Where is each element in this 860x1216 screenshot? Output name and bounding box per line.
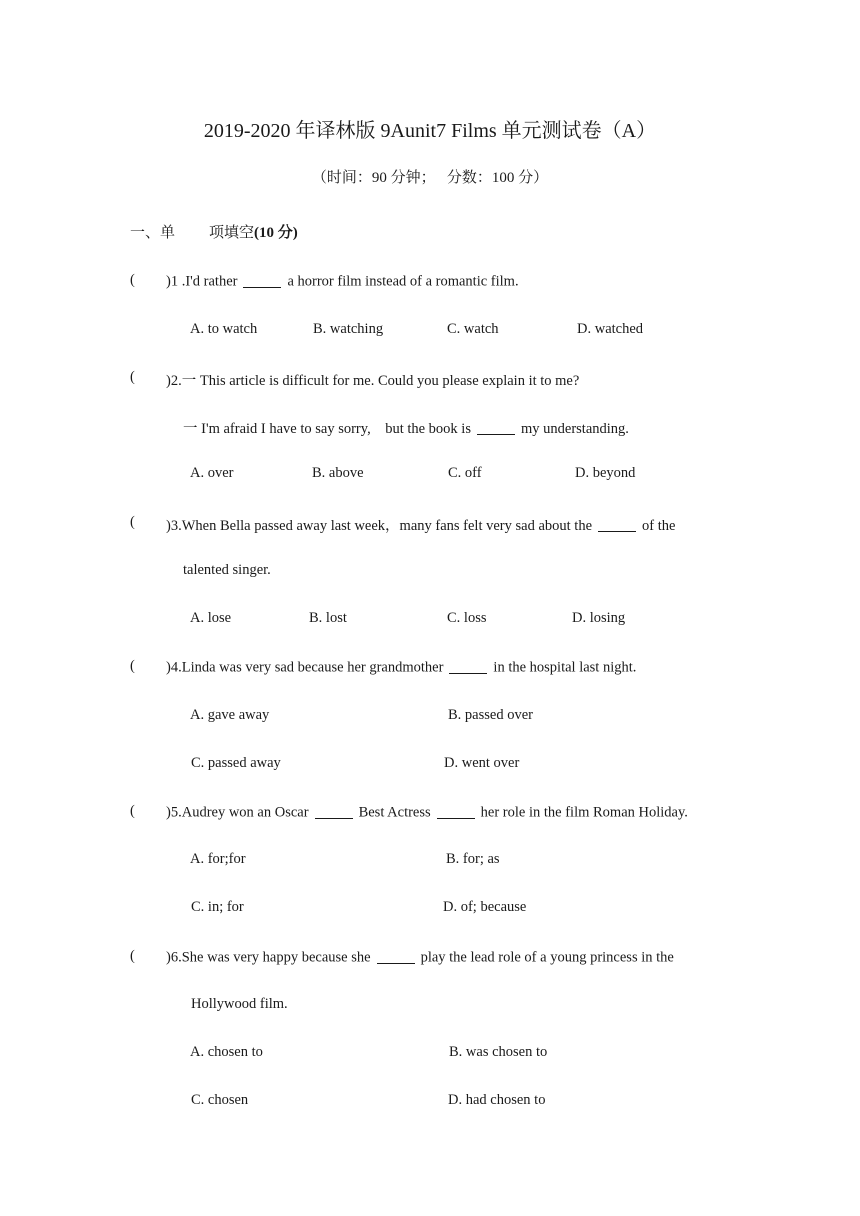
page-title: 2019-2020 年译林版 9Aunit7 Films 单元测试卷（A） bbox=[203, 120, 657, 142]
question-text: 一 I'm afraid I have to say sorry, but the book is bbox=[183, 421, 471, 437]
answer-blank bbox=[449, 658, 487, 674]
option-a: A. for;for bbox=[190, 851, 246, 867]
question-text: her role in the film Roman Holiday. bbox=[480, 804, 688, 821]
option-c: C. in; for bbox=[191, 899, 244, 915]
question-3 bbox=[166, 514, 675, 535]
answer-paren: ( bbox=[130, 658, 135, 674]
option-d: D. losing bbox=[572, 610, 626, 626]
exam-info: （时间：90 分钟； 分数：100 分） bbox=[311, 170, 549, 186]
question-text: Best Actress bbox=[358, 804, 431, 821]
answer-blank bbox=[437, 803, 475, 819]
question-number: )4. bbox=[166, 659, 182, 676]
question-text: Audrey won an Oscar bbox=[181, 804, 309, 821]
question-text: my understanding. bbox=[520, 421, 629, 437]
section-score: (10 分) bbox=[254, 225, 298, 241]
answer-paren: ( bbox=[130, 369, 135, 385]
answer-blank bbox=[598, 517, 636, 533]
option-c: C. watch bbox=[447, 321, 499, 337]
question-2-reply bbox=[183, 417, 629, 438]
answer-blank bbox=[377, 948, 415, 964]
option-d: D. beyond bbox=[575, 465, 636, 481]
option-c: C. loss bbox=[447, 610, 487, 626]
question-text: 一 This article is difficult for me. Could you please explain it to me? bbox=[181, 373, 580, 389]
question-text: in the hospital last night. bbox=[493, 659, 637, 676]
option-d: D. watched bbox=[577, 321, 644, 337]
option-b: B. for; as bbox=[446, 851, 500, 867]
option-c: C. chosen bbox=[191, 1092, 249, 1108]
option-b: B. watching bbox=[313, 321, 384, 337]
section-name: 项填空 bbox=[209, 225, 255, 241]
question-6 bbox=[166, 948, 674, 967]
question-number: )2. bbox=[166, 373, 182, 389]
option-d: D. had chosen to bbox=[448, 1092, 546, 1108]
answer-paren: ( bbox=[130, 803, 135, 819]
answer-paren: ( bbox=[130, 514, 135, 530]
answer-blank bbox=[243, 272, 281, 288]
option-d: D. went over bbox=[444, 755, 520, 771]
question-number: )1 . bbox=[166, 273, 186, 290]
option-a: A. to watch bbox=[190, 321, 258, 337]
answer-paren: ( bbox=[130, 948, 135, 964]
section-prefix: 一、单 bbox=[130, 225, 176, 241]
question-4 bbox=[166, 658, 636, 677]
question-2 bbox=[166, 369, 579, 390]
option-a: A. lose bbox=[190, 610, 232, 626]
option-a: A. over bbox=[190, 465, 234, 481]
answer-blank bbox=[477, 420, 515, 436]
question-5 bbox=[166, 803, 688, 822]
option-b: B. passed over bbox=[448, 707, 533, 723]
question-text: When Bella passed away last week，many fans felt very sad about the bbox=[181, 518, 593, 534]
option-b: B. above bbox=[312, 465, 364, 481]
option-c: C. off bbox=[448, 465, 482, 481]
question-text: I'd rather bbox=[185, 273, 238, 290]
answer-blank bbox=[315, 803, 353, 819]
option-b: B. was chosen to bbox=[449, 1044, 548, 1060]
option-d: D. of; because bbox=[443, 899, 527, 915]
question-1 bbox=[166, 272, 519, 291]
question-text: a horror film instead of a romantic film. bbox=[287, 273, 519, 290]
question-text: She was very happy because she bbox=[181, 949, 371, 966]
answer-paren: ( bbox=[130, 272, 135, 288]
option-a: A. gave away bbox=[190, 707, 270, 723]
question-number: )3. bbox=[166, 518, 182, 534]
section-heading bbox=[130, 221, 298, 242]
question-text: play the lead role of a young princess in the bbox=[420, 949, 674, 966]
option-b: B. lost bbox=[309, 610, 347, 626]
option-c: C. passed away bbox=[191, 755, 281, 771]
question-text: Linda was very sad because her grandmother bbox=[181, 659, 444, 676]
question-number: )6. bbox=[166, 949, 182, 966]
question-text-continued: talented singer. bbox=[183, 562, 271, 578]
question-text-continued: Hollywood film. bbox=[191, 996, 288, 1012]
question-number: )5. bbox=[166, 804, 182, 821]
option-a: A. chosen to bbox=[190, 1044, 263, 1060]
question-text: of the bbox=[642, 518, 676, 534]
